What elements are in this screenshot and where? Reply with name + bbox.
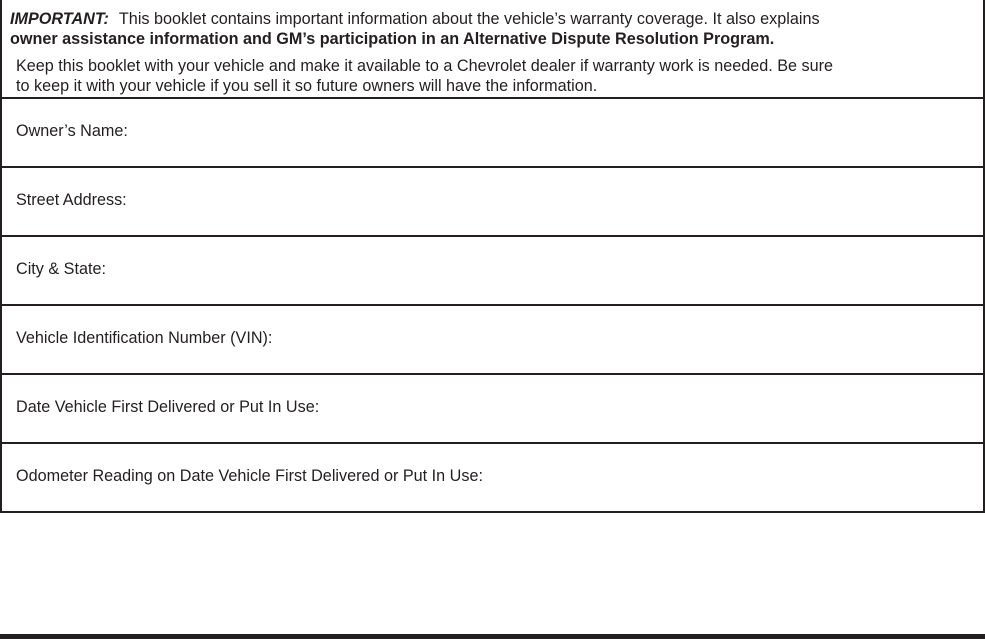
owner-name-label: Owner’s Name: — [16, 122, 128, 140]
notice-first-line — [10, 9, 820, 29]
owner-name-field[interactable] — [2, 99, 983, 168]
delivery-date-field[interactable] — [2, 375, 983, 444]
notice-bold-text: owner assistance information and GM’s participation in an Alternative Dispute Resolution Program. — [10, 30, 775, 48]
street-address-label: Street Address: — [16, 191, 127, 209]
city-state-field[interactable] — [2, 237, 983, 306]
important-notice — [2, 0, 983, 99]
important-label: IMPORTANT: — [10, 10, 109, 28]
notice-text: This booklet contains important information about the vehicle’s warranty coverage. It also explains — [118, 10, 820, 28]
bottom-rule — [0, 634, 985, 639]
keep-booklet-line1: Keep this booklet with your vehicle and make it available to a Chevrolet dealer if warranty work is needed. Be sure — [16, 57, 834, 75]
delivery-date-label: Date Vehicle First Delivered or Put In Use: — [16, 398, 320, 416]
vin-label: Vehicle Identification Number (VIN): — [16, 329, 273, 347]
street-address-field[interactable] — [2, 168, 983, 237]
odometer-reading-label: Odometer Reading on Date Vehicle First Delivered or Put In Use: — [16, 467, 483, 485]
city-state-label: City & State: — [16, 260, 106, 278]
keep-booklet-line2: to keep it with your vehicle if you sell it so future owners will have the information. — [16, 77, 598, 95]
vin-field[interactable] — [2, 306, 983, 375]
odometer-reading-field[interactable] — [2, 444, 983, 513]
